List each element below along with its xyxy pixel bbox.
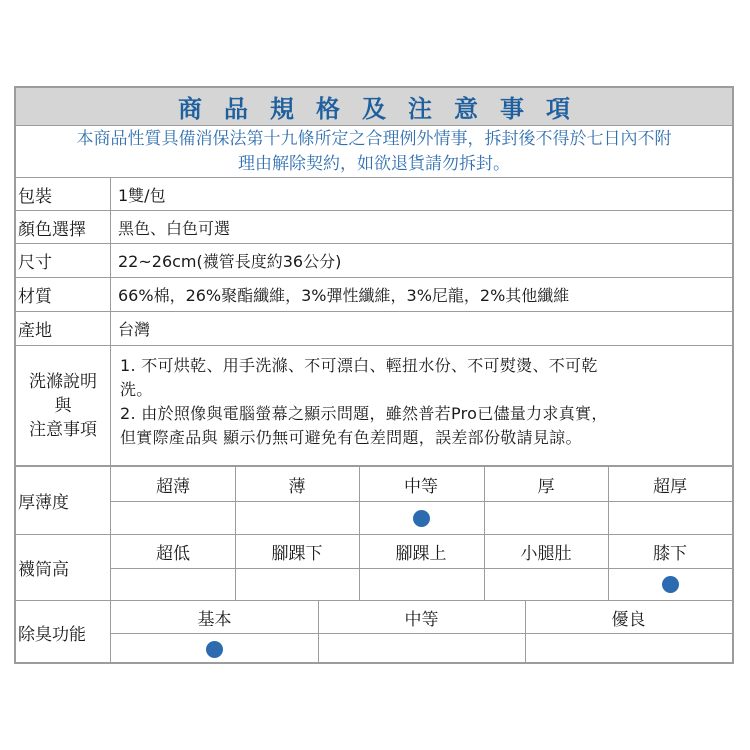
deodor-option-1: 中等 — [404, 609, 439, 630]
spec-label-material: 材質 — [18, 287, 52, 307]
care-line-3: 2. 由於照像與電腦螢幕之顯示問題，雖然普若Pro已儘量力求真實， — [120, 404, 608, 423]
thickness-option-2: 中等 — [404, 476, 438, 497]
height-option-2: 腳踝上 — [395, 544, 447, 564]
notice-line-2: 理由解除契約，如欲退貨請勿拆封。 — [238, 154, 510, 174]
deodor-rating-cell-2[interactable] — [525, 634, 732, 664]
return-notice — [16, 126, 732, 178]
deodor-rating-cell-0[interactable] — [111, 634, 318, 664]
spec-label-color: 顏色選擇 — [18, 219, 86, 240]
thickness-selected-dot — [413, 510, 430, 527]
spec-label-size: 尺寸 — [18, 253, 52, 273]
spec-value-size: 22~26cm(襪管長度約36公分) — [118, 252, 342, 271]
height-rating-cell-2[interactable] — [359, 569, 483, 600]
thickness-rating-cell-2[interactable] — [359, 502, 483, 534]
spec-value-material: 66%棉，26%聚酯纖維，3%彈性纖維，3%尼龍，2%其他纖維 — [118, 286, 570, 305]
spec-label-package: 包裝 — [18, 186, 52, 207]
height-rating-cell-4[interactable] — [608, 569, 732, 600]
height-option-0: 超低 — [156, 544, 190, 564]
care-instructions — [116, 346, 730, 464]
thickness-option-3: 厚 — [537, 476, 555, 497]
spec-value-color: 黑色、白色可選 — [118, 218, 231, 238]
height-rating-cell-0[interactable] — [111, 569, 235, 600]
height-option-4: 膝下 — [653, 544, 687, 564]
spec-table — [14, 86, 734, 664]
thickness-rating-cell-0[interactable] — [111, 502, 235, 534]
height-rating-cell-3[interactable] — [484, 569, 608, 600]
spec-value-origin: 台灣 — [118, 320, 151, 339]
care-line-1: 1. 不可烘乾、用手洗滌、不可漂白、輕扭水份、不可熨燙、不可乾 — [120, 356, 598, 375]
height-selected-dot — [662, 576, 679, 593]
care-line-4: 但實際產品與 顯示仍無可避免有色差問題，誤差部份敬請見諒。 — [120, 428, 582, 447]
care-label-line-3: 注意事項 — [29, 420, 97, 440]
thickness-rating-cell-4[interactable] — [608, 502, 732, 534]
deodor-option-0: 基本 — [197, 609, 232, 630]
deodor-option-2: 優良 — [611, 609, 646, 630]
deodor-selected-dot — [206, 641, 223, 658]
care-line-2: 洗。 — [120, 380, 153, 399]
spec-value-package: 1雙/包 — [118, 185, 166, 205]
height-option-1: 腳踝下 — [271, 544, 323, 564]
thickness-option-4: 超厚 — [653, 476, 687, 497]
care-label — [16, 346, 110, 464]
height-rating-cell-1[interactable] — [235, 569, 359, 600]
thickness-option-1: 薄 — [288, 476, 306, 497]
page-title: 商品規格及注意事項 — [16, 88, 732, 126]
care-label-line-2: 與 — [54, 396, 72, 416]
thickness-rating-cell-3[interactable] — [484, 502, 608, 534]
thickness-rating-cell-1[interactable] — [235, 502, 359, 534]
thickness-option-0: 超薄 — [156, 476, 190, 497]
spec-label-origin: 產地 — [18, 321, 52, 341]
deodor-rating-cell-1[interactable] — [318, 634, 525, 664]
label-column-divider — [110, 178, 111, 466]
deodor-label: 除臭功能 — [18, 625, 86, 645]
height-option-3: 小腿肚 — [520, 544, 572, 564]
care-label-line-1: 洗滌說明 — [29, 372, 97, 392]
notice-line-1: 本商品性質具備消保法第十九條所定之合理例外情事，拆封後不得於七日內不附 — [76, 129, 672, 149]
thickness-label: 厚薄度 — [18, 493, 69, 513]
height-label: 襪筒高 — [18, 560, 69, 580]
